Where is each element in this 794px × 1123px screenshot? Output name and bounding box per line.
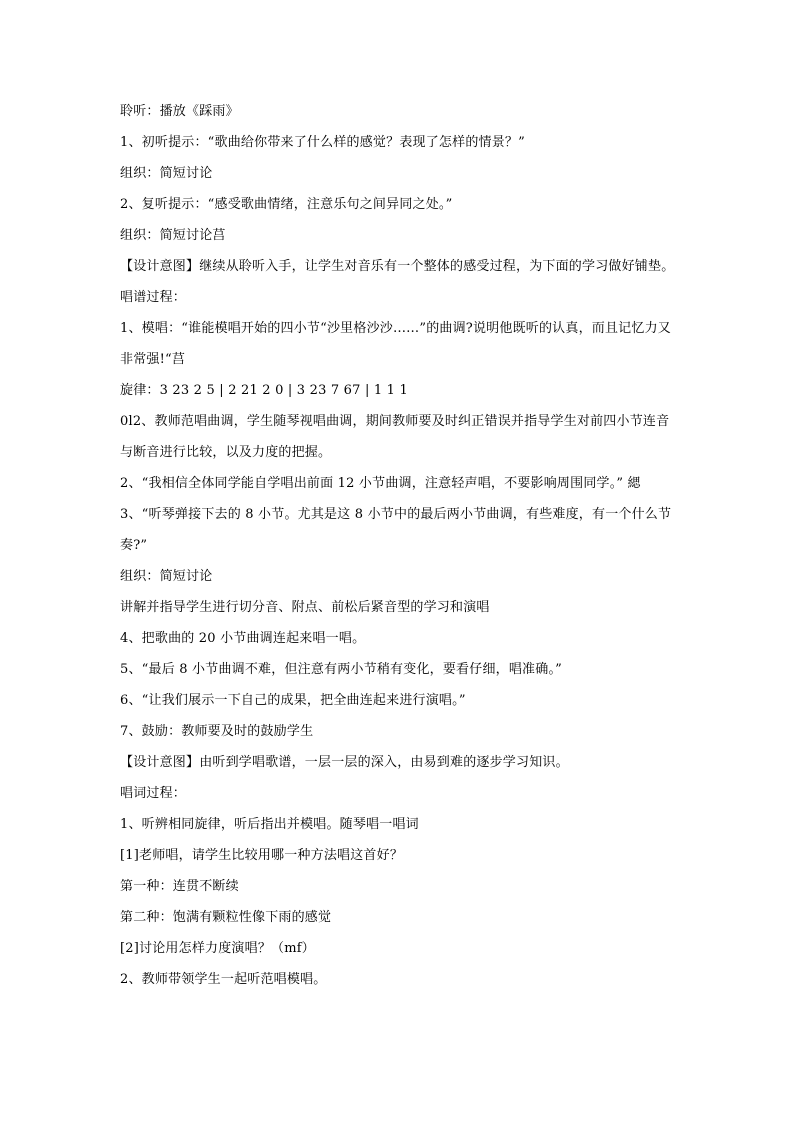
explain-rhythm-step: 讲解并指导学生进行切分音、附点、前松后紧音型的学习和演唱 [120,600,490,615]
connect-bars-step: 4、把歌曲的 20 小节曲调连起来唱一唱。 [120,631,366,646]
melody-line: 旋律：3 23 2 5 | 2 21 2 0 | 3 23 7 67 | 1 1 1 [120,383,408,398]
organize-discussion-2: 组织：简短讨论莒 [120,228,226,243]
dynamics-discussion: [2]讨论用怎样力度演唱？（mf） [120,941,315,956]
second-listen-prompt: 2、复听提示：“感受歌曲情绪，注意乐句之间异同之处。” [120,197,453,212]
first-listen-prompt: 1、初听提示：“歌曲给你带来了什么样的感觉？表现了怎样的情景？” [120,135,525,150]
score-singing-heading: 唱谱过程： [120,290,187,305]
imitate-singing-step: 1、模唱：“谁能模唱开始的四小节“沙里格沙沙……”的曲调?说明他既听的认真，而且记忆力又非常强!“莒 [120,321,671,367]
document-body [120,96,680,995]
method-one: 第一种：连贯不断续 [120,879,239,894]
teacher-leads-step: 2、教师带领学生一起听范唱模唱。 [120,972,327,987]
self-study-step: 2、“我相信全体同学能自学唱出前面 12 小节曲调，注意轻声唱，不要影响周围同学。” 緦 [120,476,641,491]
teacher-sings-step: [1]老师唱，请学生比较用哪一种方法唱这首好？ [120,848,404,863]
method-two: 第二种：饱满有颗粒性像下雨的感觉 [120,910,332,925]
lyrics-singing-heading: 唱词过程： [120,786,187,801]
perform-whole-step: 6、“让我们展示一下自己的成果，把全曲连起来进行演唱。” [120,693,466,708]
design-intent-2: 【设计意图】由听到学唱歌谱，一层一层的深入，由易到难的逐步学习知识。 [120,755,569,770]
teacher-demo-step: 0l2、教师范唱曲调，学生随琴视唱曲调，期间教师要及时纠正错误并指导学生对前四小节连音与断音进行比较，以及力度的把握。 [120,414,670,460]
encourage-step: 7、鼓励：教师要及时的鼓励学生 [120,724,314,739]
listening-heading: 聆听：播放《踩雨》 [120,104,239,119]
design-intent-1: 【设计意图】继续从聆听入手，让学生对音乐有一个整体的感受过程，为下面的学习做好铺垫。 [120,259,675,274]
listen-next-bars-step: 3、“听琴弹接下去的 8 小节。尤其是这 8 小节中的最后两小节曲调，有些难度，有一个什么节奏?” [120,507,672,553]
last-bars-step: 5、“最后 8 小节曲调不难，但注意有两小节稍有变化，要看仔细，唱准确。” [120,662,562,677]
organize-discussion-3: 组织：简短讨论 [120,569,213,584]
identify-melody-step: 1、听辨相同旋律，听后指出并模唱。随琴唱一唱词 [120,817,419,832]
organize-discussion-1: 组织：简短讨论 [120,166,213,181]
